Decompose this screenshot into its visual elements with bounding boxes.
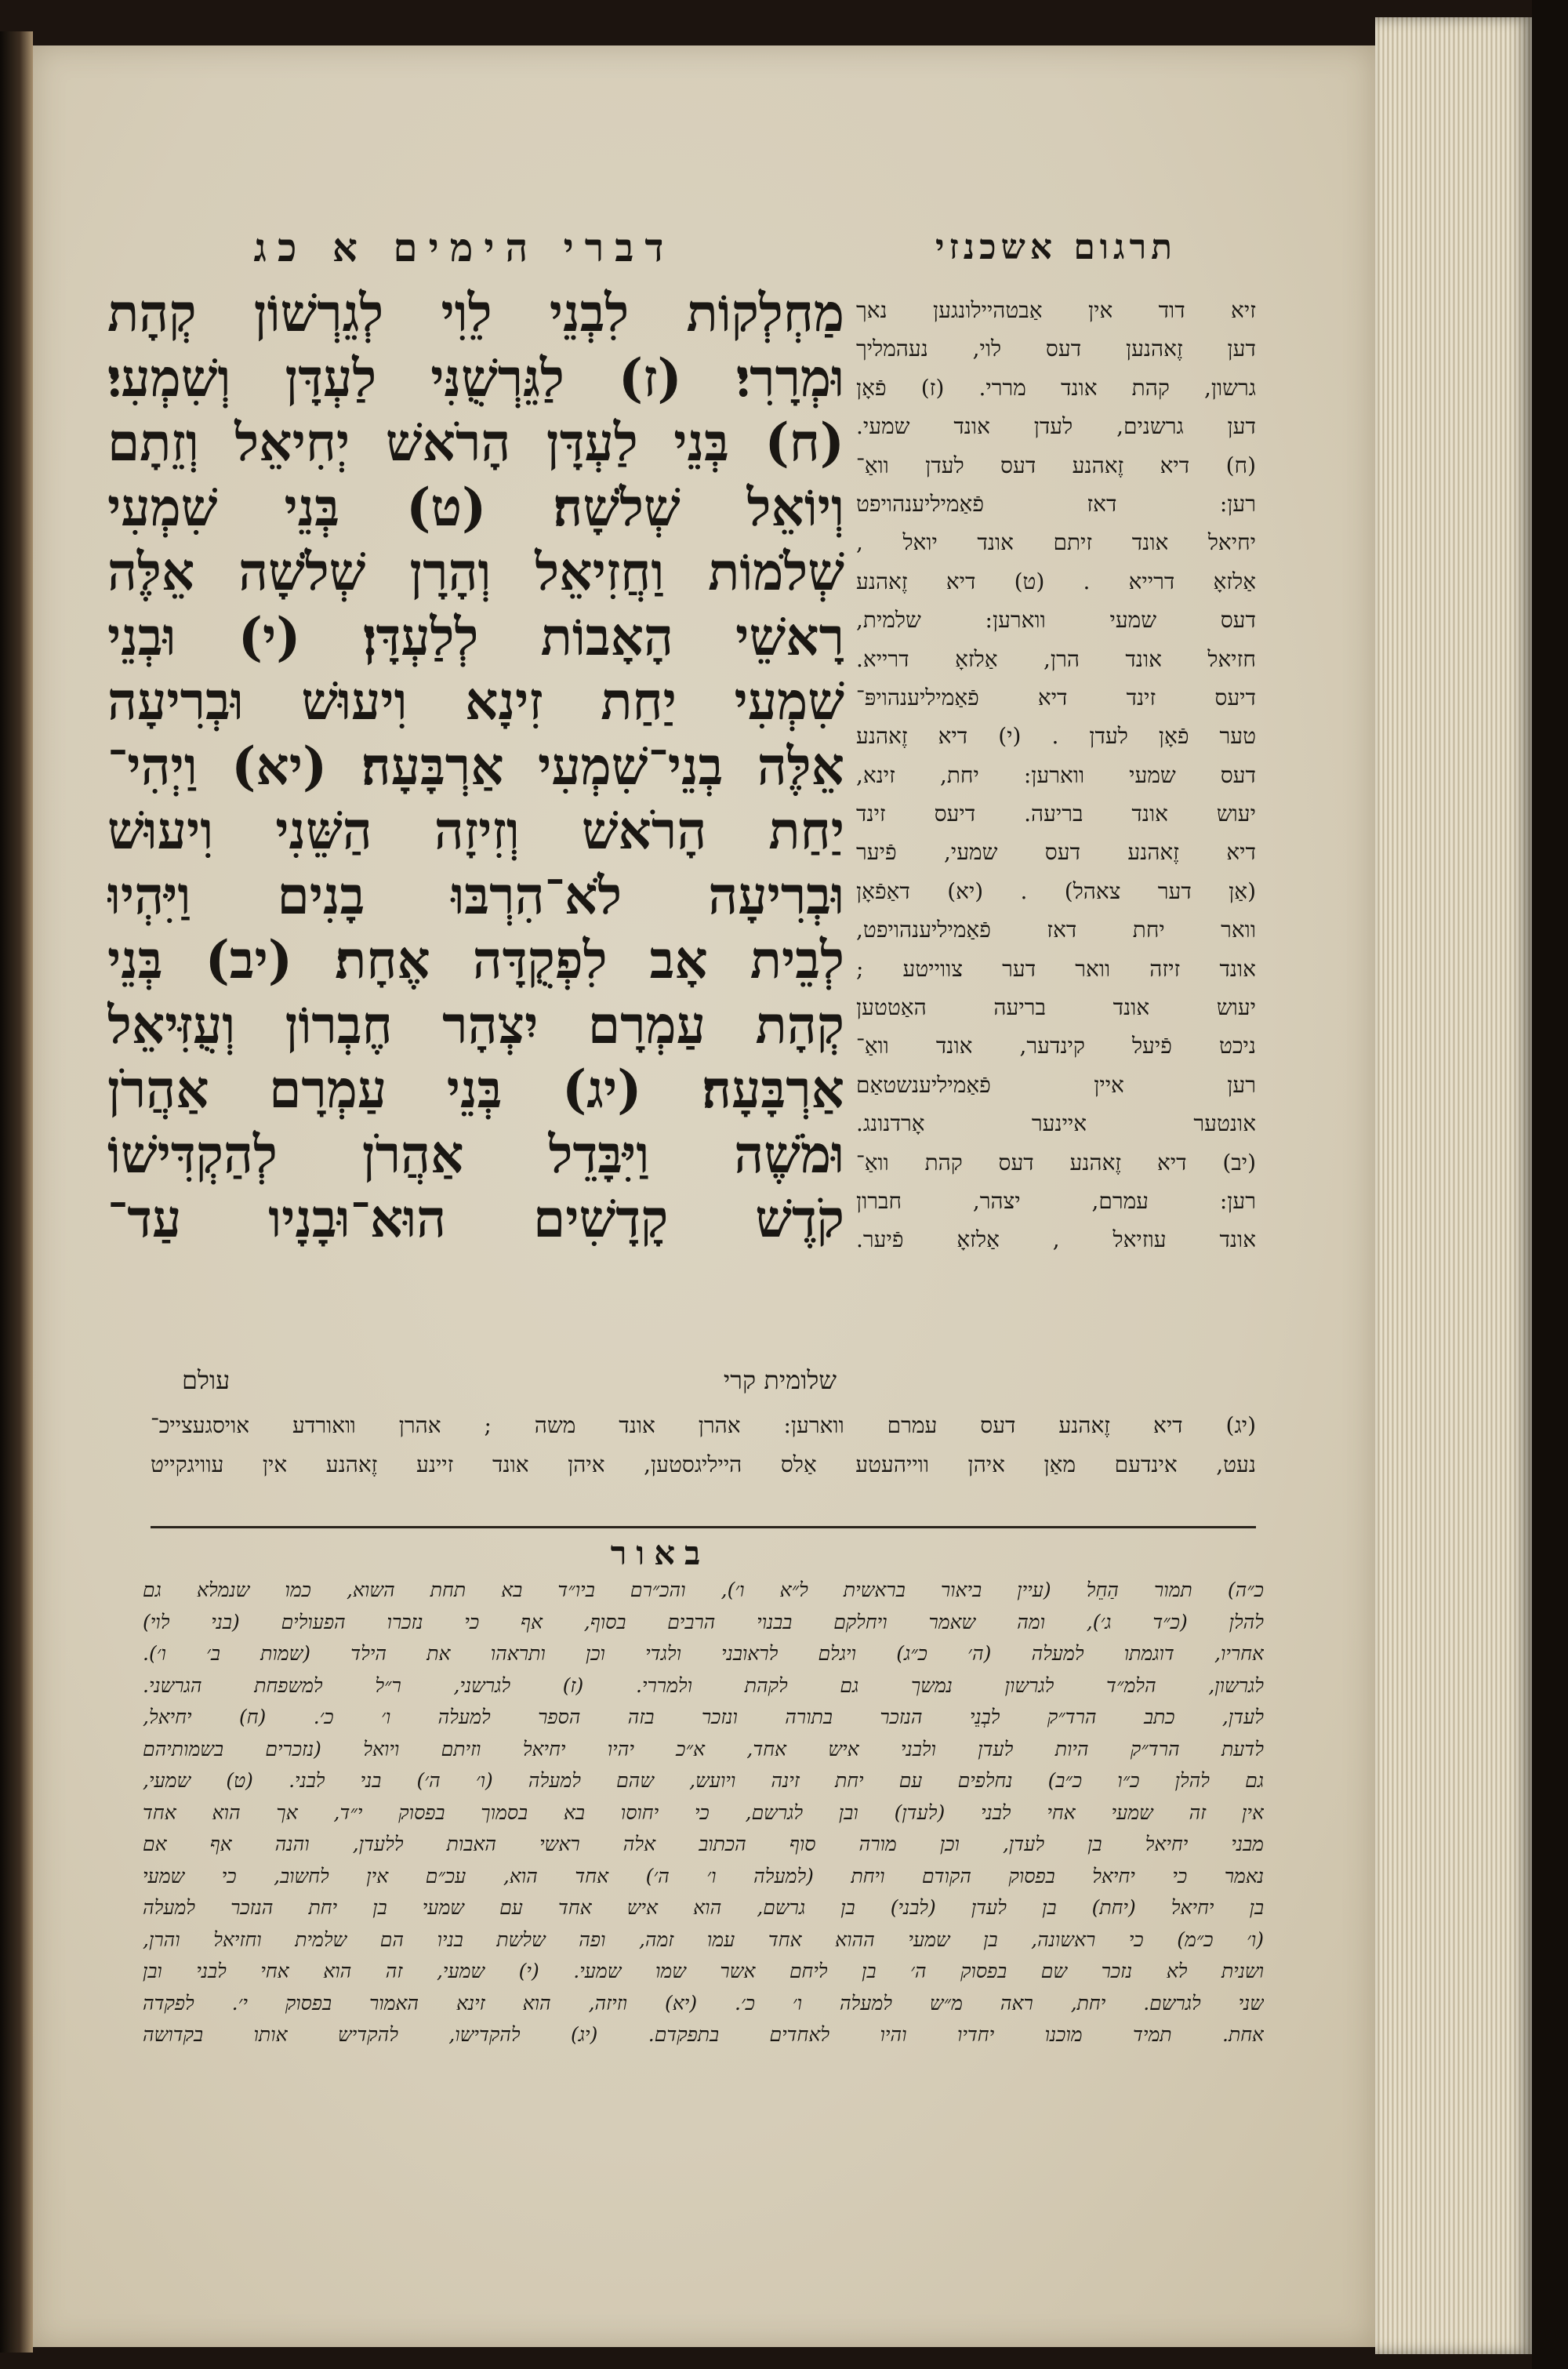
translation-line: חזיאל אונד הרן, אַלזאָ דרייא. [856,645,1256,672]
main-text-line: אַרְבָּעָה׃ (יג) בְּנֵי עַמְרָם אַהֲרֹן [107,1059,844,1120]
translation-line: דעס שמעי ווארען: שלמית, [856,607,1256,634]
translation-full-line: נעט, אינדעם מאַן איהן ווייהעטע אַלס הייליגסטען, איהן אונד זיינע זֶאהנע אין עוויגקייט [151,1452,1256,1477]
main-text-line: רָאשֵׁי הָאָבוֹת לְלַעְדָּן׃ (י) וּבְנֵי [107,605,844,667]
translation-line: דעס שמעי ווארען: יחת, זינא, [856,761,1256,788]
commentary-line: גם להלן כ״ו כ״ב) נחלפים עם יחת זינה ויועש, שהם למעלה (ו׳ ה׳) בני לבני. (ט) שמעי, [143,1769,1264,1792]
main-text-line: (ח) בְּנֵי לַעְדָּן הָרֹאשׁ יְחִיאֵל וְזֵתָם [107,412,844,473]
translation-line: דען זֶאהנען דעס לוי, נעהמליך [856,336,1256,362]
translation-line: רען: עמרם, יצהר, חברון [856,1187,1256,1214]
commentary-line: להלן (כ״ד ג׳), ומה שאמר ויחלקם בבנוי הרבים בסוף, אף כי נזכרו הפעולים (בני לוי) [143,1610,1264,1633]
catchword: עולם [182,1365,230,1395]
translation-line: (ח) דיא זֶאהנע דעס לעדן וואַ־ [856,452,1256,478]
running-header-main: דברי הימים א כג [253,224,675,271]
commentary-line: כ״ה) תמור הַחֵל (עיין ביאור בראשית ל״א ו׳), והכ״רם ביו״ד בא תחת השוא, כמו שנמלא גם [143,1579,1264,1601]
commentary-line: אחת. תמיד מוכנו יחדיו והיו לאחדים בתפקדם. (יג) להקדישו, להקדיש אותו בקדושה [143,2023,1264,2046]
translation-line: יחיאל אונד זיתם אונד יואל , [856,529,1256,556]
commentary-line: לעדן, כתב הרד״ק לבְנֵי הנזכר בתורה ונזכר בזה הספר למעלה ו׳ כ׳. (ח) יחיאל, [143,1706,1264,1728]
translation-line: יעוש אונד בריעה. דיעס זינד [856,801,1256,827]
translation-line: רען איין פֿאַמיליענשטאַם [856,1071,1256,1098]
main-text-line: קְהָת עַמְרָם יִצְהָר חֶבְרוֹן וְעֻזִּיאֵל [107,994,844,1056]
translation-line: ניכט פֿיעל קינדער, אונד וואַ־ [856,1033,1256,1059]
main-text-line: קֹדֶשׁ קָדָשִׁים הוּא־וּבָנָיו עַד־ [107,1188,844,1249]
commentary-line: אין זה שמעי אחי לבני (לעדן) ובן לגרשם, כי יחוסו בא בסמוך בפסוק י״ד, אך הוא אחד [143,1800,1264,1824]
translation-line: רען: דאז פֿאַמיליענהויפט [856,490,1256,517]
translation-line: אַלזאָ דרייא . (ט) דיא זֶאהנע [856,568,1256,594]
hebrew-main-text [107,281,844,1371]
translation-line: אונטער איינער אָרדנונג. [856,1110,1256,1137]
page-stack-edge [1375,17,1532,2354]
translation-line: אונד עוזיאל , אַלזאָ פֿיער. [856,1226,1256,1253]
translation-line: גרשון, קהת אונד מררי. (ז) פֿאָן [856,374,1256,401]
commentary-line: ושנית לא נזכר שם בפסוק ה׳ בן ליחם אשר שמו שמעי. (י) שמעי, זה הוא אחי לבני ובן [143,1960,1264,1982]
translation-line: יעוש אונד בריעה האַטטען [856,994,1256,1021]
main-text-line: מַחְלְקוֹת לִבְנֵי לֵוִי לְגֵרְשׁוֹן קְהָת [107,282,844,343]
translation-line: וואר יחת דאז פֿאַמיליענהויפט, [856,917,1256,943]
background-edge [1532,0,1568,2369]
translation-full-line: (יג) דיא זֶאהנע דעס עמרם ווארען: אהרן אונד משה ; אהרן װאורדע אויסגעצייכ־ [151,1412,1256,1438]
commentary-line: נאמר כי יחיאל בפסוק הקודם ויחת (למעלה ו׳ ה׳) אחד הוא, עכ״ם אין לחשוב, כי שמעי [143,1864,1264,1888]
section-divider [151,1526,1256,1528]
translation-line: דיא זֶאהנע דעס שמעי, פֿיער [856,839,1256,866]
qere-note: שלומית קרי [723,1365,837,1395]
translation-line: טער פֿאָן לעדן . (י) דיא זֶאהנע [856,723,1256,750]
main-text-line: לְבֵית אָב לִפְקֻדָּה אֶחָת׃ (יב) בְּנֵי [107,929,844,990]
book-page [33,45,1375,2347]
translation-line: דיעס זינד דיא פֿאַמיליענהויפּ־ [856,684,1256,710]
main-text-line: וּבְרִיעָה לֹא־הִרְבּוּ בָנִים וַיִּהְיוּ [107,864,844,926]
translation-line: זיא דוד אין אַבטהיילונגען נאך [856,297,1256,323]
commentary-line: אחריו, דוגמתו למעלה (ה׳ כ״ג) ויגלם לראובני ולגדי וכן ותראהו את הילד (שמות ב׳ ו׳). [143,1642,1264,1665]
commentary-line: (ו׳ כ״מ) כי ראשונה, בן שמעי ההוא אחד עמו זמה, ופה שלשת בניו הם שלמית וחזיאל והרן, [143,1928,1264,1951]
main-text-line: שִׁמְעִי יַחַת זִינָא וִיעוּשׁ וּבְרִיעָה [107,670,844,732]
commentary-line: לגרשון, הלמ״ד לגרשון נמשך גם לקהת ולמררי. (ז) לגרשני, ר״ל למשפחת הגרשני. [143,1673,1264,1697]
commentary-title: באור [610,1534,710,1572]
left-page-edge [0,31,33,2353]
commentary-text [143,1575,1264,2155]
translation-line: (אַן דער צאהל) . (יא) דאַפֿאָן [856,877,1256,904]
commentary-line: שני לגרשם. יחת, ראה מ״ש למעלה ו׳ כ׳. (יא) וזיזה, הוא זינא האמור בפסוק י׳. לפקדה [143,1991,1264,2015]
translation-line: אונד זיזה וואר דער צווייטע ; [856,955,1256,982]
main-text-line: וְיוֹאֵל שְׁלֹשָׁה׃ (ט) בְּנֵי שִׁמְעִי [107,476,844,538]
main-text-line: שְׁלֹמוֹת וַחֲזִיאֵל וְהָרָן שְׁלֹשָׁה אֵלֶּה [107,541,844,602]
commentary-line: בן יחיאל (יחת) בן לעדן (לבני) בן גרשם, הוא איש אחד עם שמעי בן יחת הנזכר למעלה [143,1896,1264,1919]
translation-line: (יב) דיא זֶאהנע דעס קהת וואַ־ [856,1149,1256,1175]
running-header-translation: תרגום אשכנזי [935,227,1178,267]
translation-column [856,291,1256,1436]
translation-line: דען גרשנים, לעדן אונד שמעי. [856,413,1256,440]
main-text-line: וּמֹשֶׁה וַיִּבָּדֵל אַהֲרֹן לְהַקְדִּישׁוֹ [107,1123,844,1185]
main-text-line: וּמְרָרִי׃ (ז) לַגֵּרְשֻׁנִּי לַעְדָּן וְשִׁמְעִי׃ [107,347,844,409]
commentary-line: מבני יחיאל בן לעדן, וכן מורה סוף הכתוב אלה ראשי האבות ללעדן, והנה אף אם [143,1833,1264,1855]
main-text-line: יַחַת הָרֹאשׁ וְזִיזָה הַשֵּׁנִי וִיעוּשׁ [107,800,844,861]
main-text-line: אֵלֶּה בְנֵי־שִׁמְעִי אַרְבָּעָה׃ (יא) וַיְהִי־ [107,735,844,797]
commentary-line: לדעת הרד״ק היות לעדן ולבני איש אחד, א״כ יהיו יחיאל וזיתם ויואל (נזכרים בשמותיהם [143,1737,1264,1760]
